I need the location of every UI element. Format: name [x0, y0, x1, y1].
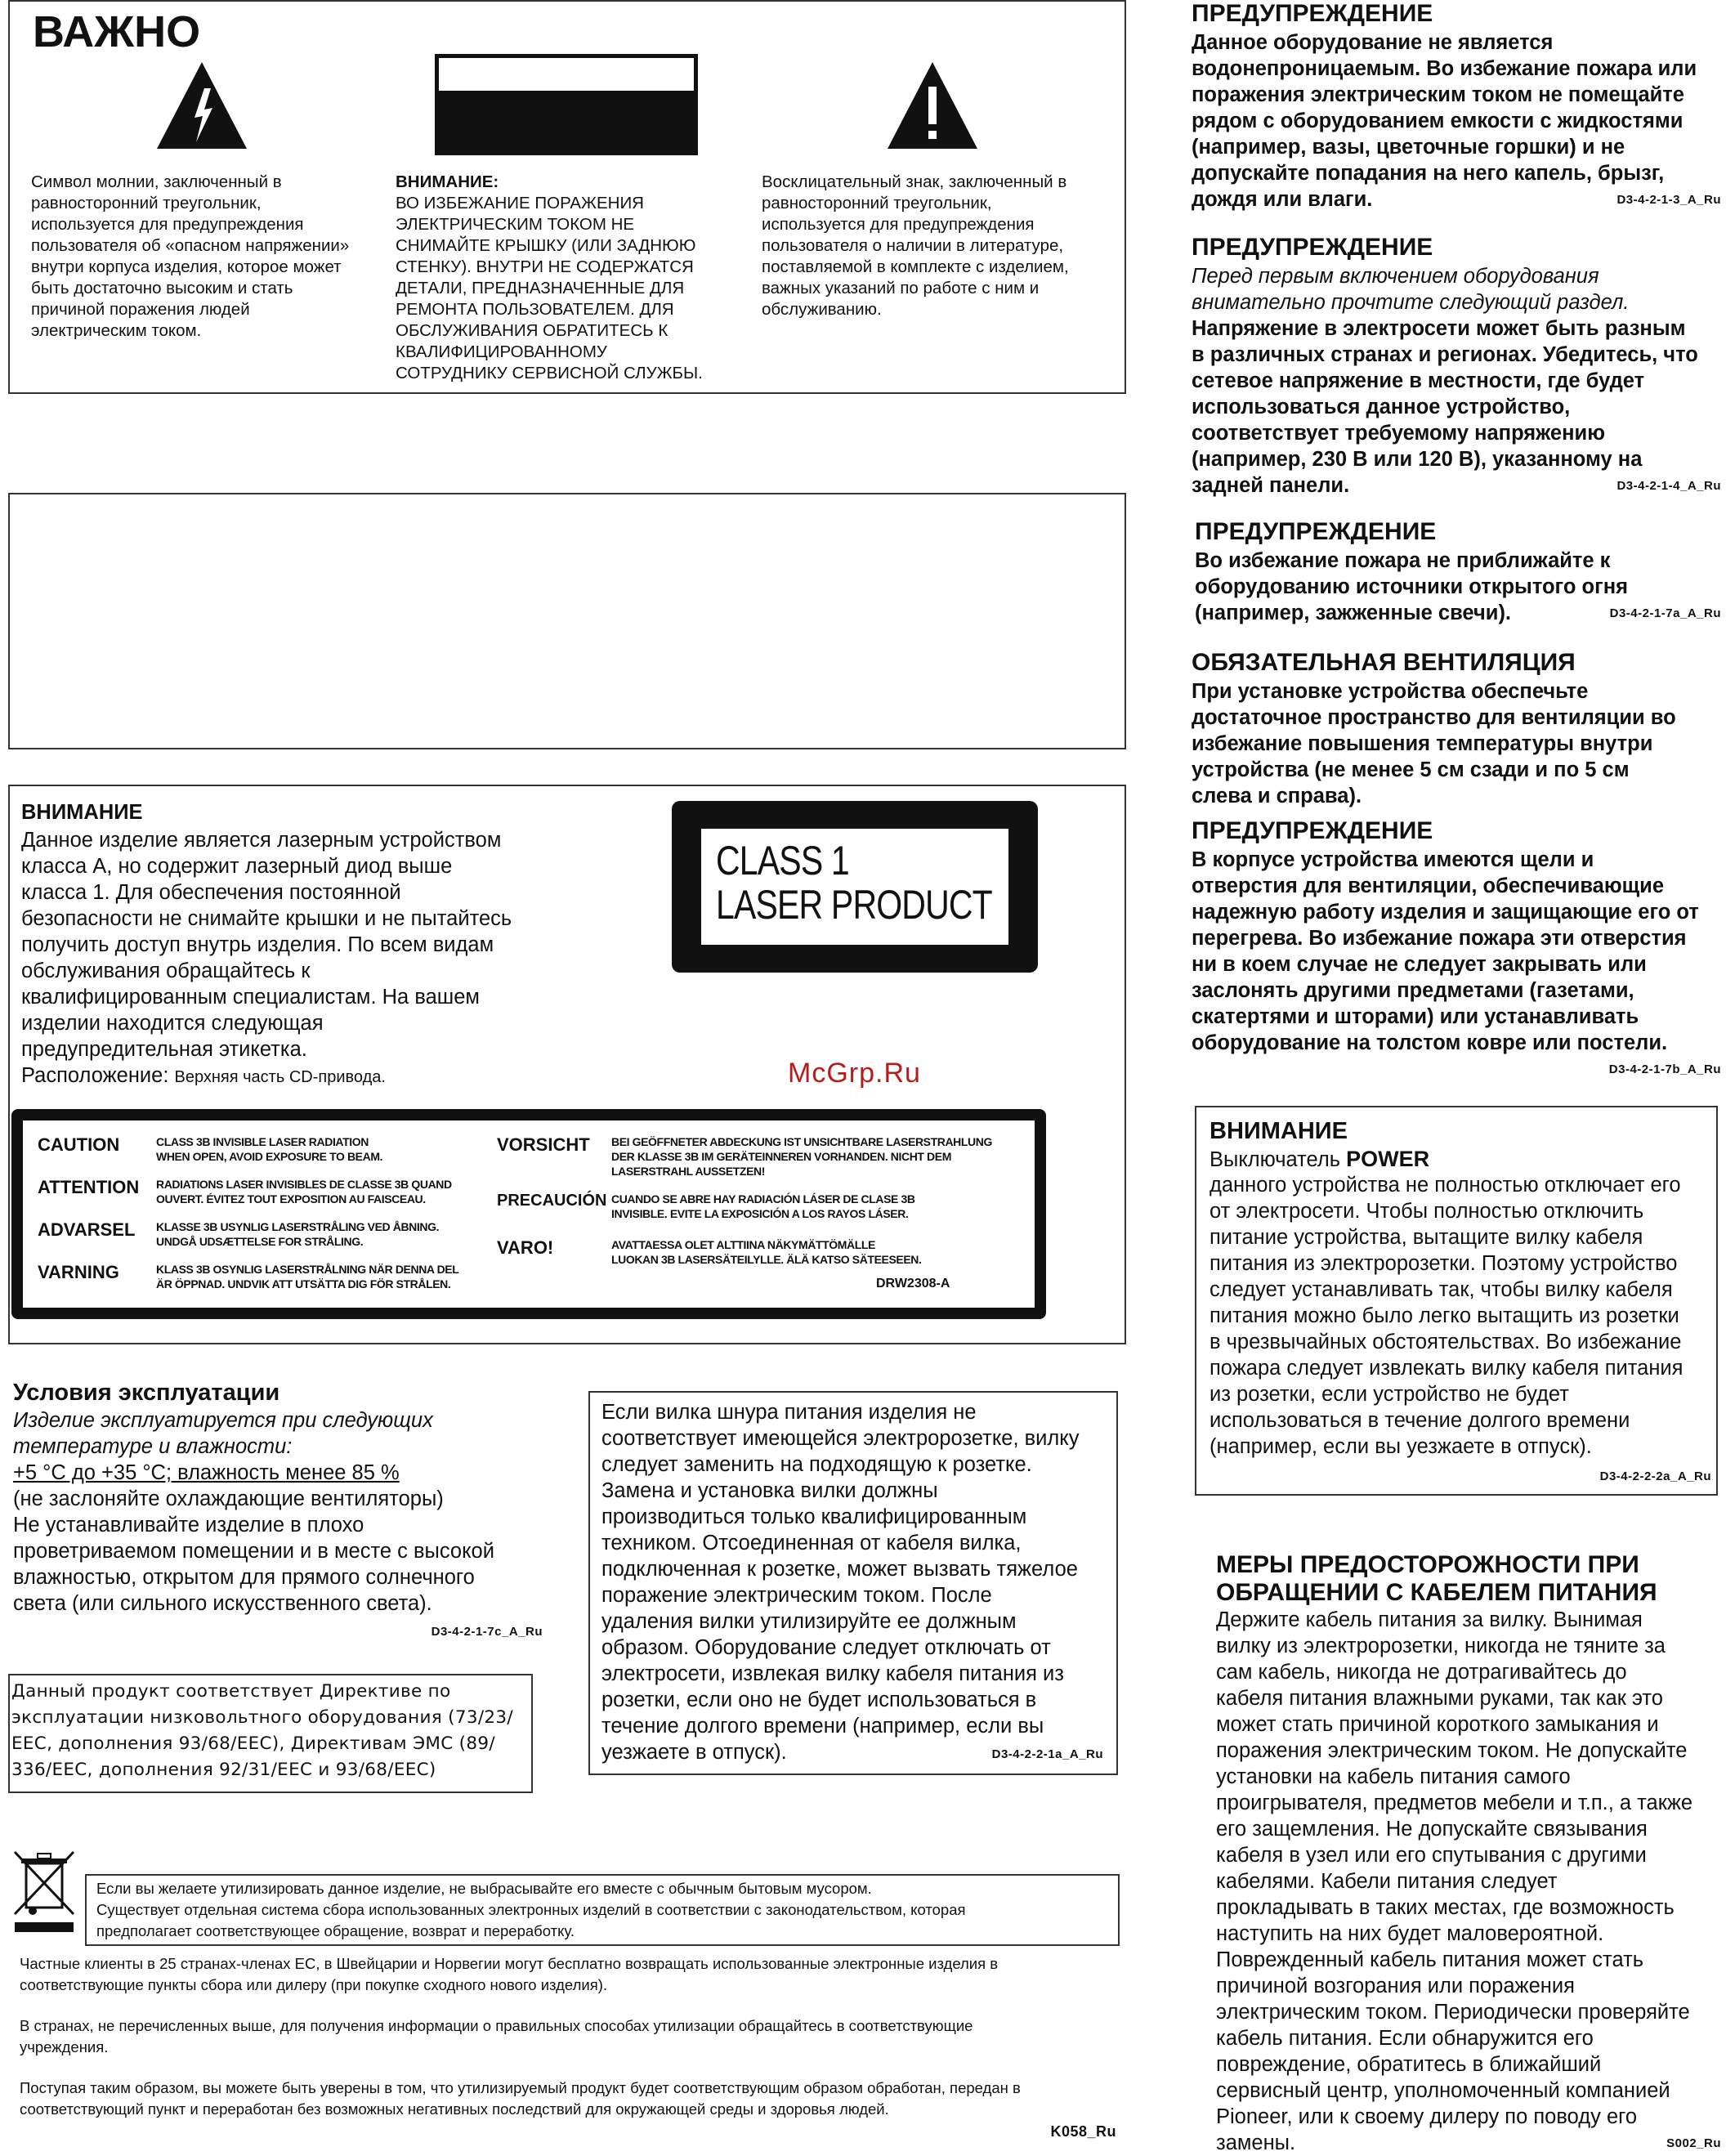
disposal-p3: Поступая таким образом, вы можете быть уверены в том, что утилизируемый продукт будет соответствующим образом обработан, передан в соответствующий пункт и переработан без возможных негативных последствий для окружающей среды и здоровья людей.: [20, 2079, 1021, 2118]
caution-row-text: KLASS 3B OSYNLIG LASERSTRÅLNING NÄR DENNA DEL ÄR ÖPPNAD. UNDVIK ATT UTSÄTTA DIG FÖR STRÅLEN.: [156, 1263, 459, 1290]
warning-openings-text: В корпусе устройства имеются щели и отверстия для вентиляции, обеспечивающие надежную работу изделия и защищающие его от перегрева. Во избежание пожара эти отверстия ни в коем случае не следует закрывать или заслонять другими предметами (газетами, скатертями и шторами) или устанавливать оборудование на толстом ковре или постели.: [1192, 848, 1699, 1054]
laser-location-label: Расположение:: [21, 1064, 169, 1087]
caution-word: VORSICHT: [497, 1134, 590, 1155]
warning-water-code: D3-4-2-1-3_A_Ru: [1616, 193, 1721, 207]
caution-plate: [435, 54, 698, 155]
warning-openings-code: D3-4-2-1-7b_A_Ru: [1608, 1062, 1721, 1076]
caution-word: ADVARSEL: [38, 1219, 136, 1240]
warning-voltage-code: D3-4-2-1-4_A_Ru: [1616, 479, 1721, 493]
plug-code: D3-4-2-2-1a_A_Ru: [991, 1747, 1103, 1761]
operating-range: +5 °C до +35 °C; влажность менее 85 %: [13, 1461, 400, 1484]
operating-text: (не заслоняйте охлаждающие вентиляторы) Не устанавливайте изделие в плохо проветриваемом помещении и в месте с высокой влажностью, открытом для прямого солнечного света (или сильного искусственного света).: [13, 1487, 494, 1615]
laser-location: [21, 1062, 386, 1090]
class1-line1: CLASS 1: [716, 838, 849, 883]
laser-location-value: Верхняя часть CD-привода.: [174, 1068, 386, 1086]
disposal-boxed-text: Если вы желаете утилизировать данное изделие, не выбрасывайте его вместе с обычным бытовым мусором. Существует отдельная система сбора использованных электронных изделий в соответствии с законодательством, которая предполагает соответствующее обращение, возврат и переработку.: [96, 1880, 966, 1939]
part-code: DRW2308-A: [876, 1277, 950, 1290]
caution-word: ATTENTION: [38, 1177, 140, 1197]
caution-row-text: BEI GEÖFFNETER ABDECKUNG IST UNSICHTBARE LASERSTRAHLUNG DER KLASSE 3B IM GERÄTEINNEREN VORHANDEN. NICHT DEM LASERSTRAHL AUSSETZEN!: [611, 1135, 992, 1178]
power-code: D3-4-2-2-2a_A_Ru: [1599, 1469, 1711, 1483]
caution-row: [497, 1237, 1020, 1278]
disposal-p2: В странах, не перечисленных выше, для получения информации о правильных способах утилизации обращайтесь в соответствующие учреждения.: [20, 2017, 973, 2055]
cable-code: S002_Ru: [1666, 2136, 1721, 2150]
warning-voltage-text: Напряжение в электросети может быть разным в различных странах и регионах. Убедитесь, что сетевое напряжение в местности, где будет использоваться данное устройство, соответствует требуемому напряжению (например, 230 В или 120 В), указанному на задней панели.: [1192, 317, 1698, 497]
warning-voltage-italic: Перед первым включением оборудования внимательно прочтите следующий раздел.: [1192, 265, 1630, 314]
exclamation-symbol-text: Восклицательный знак, заключенный в равносторонний треугольник, используется для предупреждения пользователя о наличии в литературе, поставляемой в комплекте с изделием, важных указаний по работе с ним и обслуживанию.: [762, 172, 1069, 319]
warning-voltage-title: ПРЕДУПРЕЖДЕНИЕ: [1192, 234, 1433, 261]
caution-row: [497, 1134, 1020, 1192]
cable-title: МЕРЫ ПРЕДОСТОРОЖНОСТИ ПРИ ОБРАЩЕНИИ С КАБЕЛЕМ ПИТАНИЯ: [1216, 1551, 1657, 1606]
caution-row-text: CUANDO SE ABRE HAY RADIACIÓN LÁSER DE CLASE 3B INVISIBLE. EVITE LA EXPOSICIÓN A LOS RAYOS LÁSER.: [611, 1192, 915, 1220]
warning-fire-code: D3-4-2-1-7a_A_Ru: [1609, 606, 1721, 620]
caution-text: ВО ИЗБЕЖАНИЕ ПОРАЖЕНИЯ ЭЛЕКТРИЧЕСКИМ ТОКОМ НЕ СНИМАЙТЕ КРЫШКУ (ИЛИ ЗАДНЮЮ СТЕНКУ). ВНУТРИ НЕ СОДЕРЖАТСЯ ДЕТАЛИ, ПРЕДНАЗНАЧЕННЫЕ ДЛЯ РЕМОНТА ПОЛЬЗОВАТЕЛЕМ. ДЛЯ ОБСЛУЖИВАНИЯ ОБРАТИТЕСЬ К КВАЛИФИЦИРОВАННОМУ СОТРУДНИКУ СЕРВИСНОЙ СЛУЖБЫ.: [396, 194, 703, 382]
plug-text: Если вилка шнура питания изделия не соответствует имеющейся электророзетке, вилку следует заменить на подходящую к розетке. Замена и установка вилки должны производиться только квалифицированным техником. Отсоединенная от кабеля вилка, подключенная к розетке, может вызвать тяжелое поражение электрическим током. После удаления вилки утилизируйте ее должным образом. Оборудование следует отключать от электросети, извлекая вилку кабеля питания из розетки, если оно не будет использоваться в течение долгого времени (например, если вы уезжаете в отпуск).: [601, 1401, 1080, 1764]
caution-word: CAUTION: [38, 1134, 120, 1155]
wheelie-bin-crossed-icon: [11, 1849, 77, 1934]
caution-row: [497, 1192, 1020, 1237]
class1-label-text: [716, 839, 992, 927]
exclamation-warning-icon: [884, 57, 981, 154]
caution-row-text: KLASSE 3B USYNLIG LASERSTRÅLING VED ÅBNING. UNDGÅ UDSÆTTELSE FOR STRÅLING.: [156, 1220, 440, 1248]
caution-row: [38, 1219, 495, 1262]
warning-water-title: ПРЕДУПРЕЖДЕНИЕ: [1192, 0, 1433, 27]
power-switch-name: POWER: [1346, 1147, 1430, 1171]
caution-row: [38, 1177, 495, 1219]
lightning-warning-icon: [154, 57, 250, 154]
operating-italic: Изделие эксплуатируется при следующих температуре и влажности:: [13, 1409, 433, 1458]
caution-label-right: [497, 1134, 1020, 1278]
lightning-symbol-text: Символ молнии, заключенный в равносторонний треугольник, используется для предупреждения пользователя об «опасном напряжении» внутри корпуса изделия, которое может быть достаточно высоким и стать причиной поражения людей электрическим током.: [31, 172, 350, 340]
operating-title: Условия эксплуатации: [13, 1380, 280, 1406]
caution-row-text: AVATTAESSA OLET ALTTIINA NÄKYMÄTTÖMÄLLE LUOKAN 3B LASERSÄTEILYLLE. ÄLÄ KATSO SÄTEESEEN.: [611, 1238, 922, 1266]
watermark: McGrp.Ru: [788, 1058, 921, 1089]
power-text: данного устройства не полностью отключает его от электросети. Чтобы полностью отключить питание устройства, вытащите вилку кабеля питания из электророзетки. Поэтому устройство следует устанавливать так, чтобы вилку кабеля питания можно было легко вытащить из розетки в чрезвычайных обстоятельствах. Во избежание пожара следует извлекать вилку кабеля питания из розетки, если устройство не будет использоваться в течение долгого времени (например, если вы уезжаете в отпуск).: [1210, 1174, 1684, 1458]
caution-row-text: CLASS 3B INVISIBLE LASER RADIATION WHEN OPEN, AVOID EXPOSURE TO BEAM.: [156, 1135, 383, 1163]
power-switch-label: Выключатель: [1210, 1148, 1341, 1171]
power-title: ВНИМАНИЕ: [1210, 1118, 1348, 1144]
caution-label-left: [38, 1134, 495, 1304]
warning-openings-title: ПРЕДУПРЕЖДЕНИЕ: [1192, 817, 1433, 844]
caution-word: PRECAUCIÓN: [497, 1192, 607, 1210]
caution-word: VARO!: [497, 1237, 554, 1258]
laser-text: Данное изделие является лазерным устройством класса А, но содержит лазерный диод выше класса 1. Для обеспечения постоянной безопасности не снимайте крышки и не пытайтесь получить доступ внутрь изделия. По всем видам обслуживания обращайтесь к квалифицированным специалистам. На вашем изделии находится следующая предупредительная этикетка.: [21, 829, 512, 1061]
warning-fire-title: ПРЕДУПРЕЖДЕНИЕ: [1195, 518, 1437, 545]
directive-text: Данный продукт соответствует Директиве по эксплуатации низковольтного оборудования (73/23/ EEC, дополнения 93/68/EEC), Директивам ЭМС (89/ 336/EEC, дополнения 92/31/EEC и 93/68/EEC): [11, 1681, 513, 1780]
disposal-p1: Частные клиенты в 25 странах-членах ЕС, в Швейцарии и Норвегии могут бесплатно возвращать использованные электронные изделия в соответствующие пункты сбора или дилеру (при покупке сходного нового изделия).: [20, 1955, 999, 1993]
laser-title: ВНИМАНИЕ: [21, 801, 143, 824]
operating-code: D3-4-2-1-7c_A_Ru: [431, 1625, 543, 1639]
class1-line2: LASER PRODUCT: [716, 882, 992, 928]
caution-row: [38, 1134, 495, 1177]
caution-row: [38, 1262, 495, 1304]
blank-frame: [8, 493, 1126, 749]
caution-title: ВНИМАНИЕ:: [396, 172, 499, 191]
power-switch-line: [1210, 1146, 1429, 1173]
cable-text: Держите кабель питания за вилку. Вынимая вилку из электророзетки, никогда не тяните за сам кабель, никогда не дотрагивайтесь до кабеля питания влажными руками, так как это может стать причиной короткого замыкания и поражения электрическим током. Не допускайте установки на кабель питания самого проигрывателя, предметов мебели и т.п., а также его защемления. Не допускайте связывания кабеля в узел или его спутывания с другими кабелями. Кабели питания следует прокладывать в таких местах, где возможность наступить на них будет маловероятной. Поврежденный кабель питания может стать причиной возгорания или поражения электрическим током. Периодически проверяйте кабель питания. Если обнаружится его повреждение, обратитесь в ближайший сервисный центр, уполномоченный компанией Pioneer, или к своему дилеру по поводу его замены.: [1216, 1608, 1693, 2154]
ventilation-title: ОБЯЗАТЕЛЬНАЯ ВЕНТИЛЯЦИЯ: [1192, 649, 1576, 676]
caution-row-text: RADIATIONS LASER INVISIBLES DE CLASSE 3B QUAND OUVERT. ÉVITEZ TOUT EXPOSITION AU FAISCEAU.: [156, 1178, 452, 1205]
warning-water-text: Данное оборудование не является водонепроницаемым. Во избежание пожара или поражения электрическим током не помещайте рядом с оборудованием емкости с жидкостями (например, вазы, цветочные горшки) и не допускайте попадания на него капель, брызг, дождя или влаги.: [1192, 31, 1697, 211]
warning-fire-text: Во избежание пожара не приближайте к оборудованию источники открытого огня (например, зажженные свечи).: [1195, 549, 1628, 624]
important-title: ВАЖНО: [33, 7, 201, 56]
ventilation-text: При установке устройства обеспечьте достаточное пространство для вентиляции во избежание повышения температуры внутри устройства (не менее 5 см сзади и по 5 см слева и справа).: [1192, 680, 1676, 807]
caution-word: VARNING: [38, 1262, 119, 1282]
disposal-code: K058_Ru: [1050, 2123, 1116, 2140]
